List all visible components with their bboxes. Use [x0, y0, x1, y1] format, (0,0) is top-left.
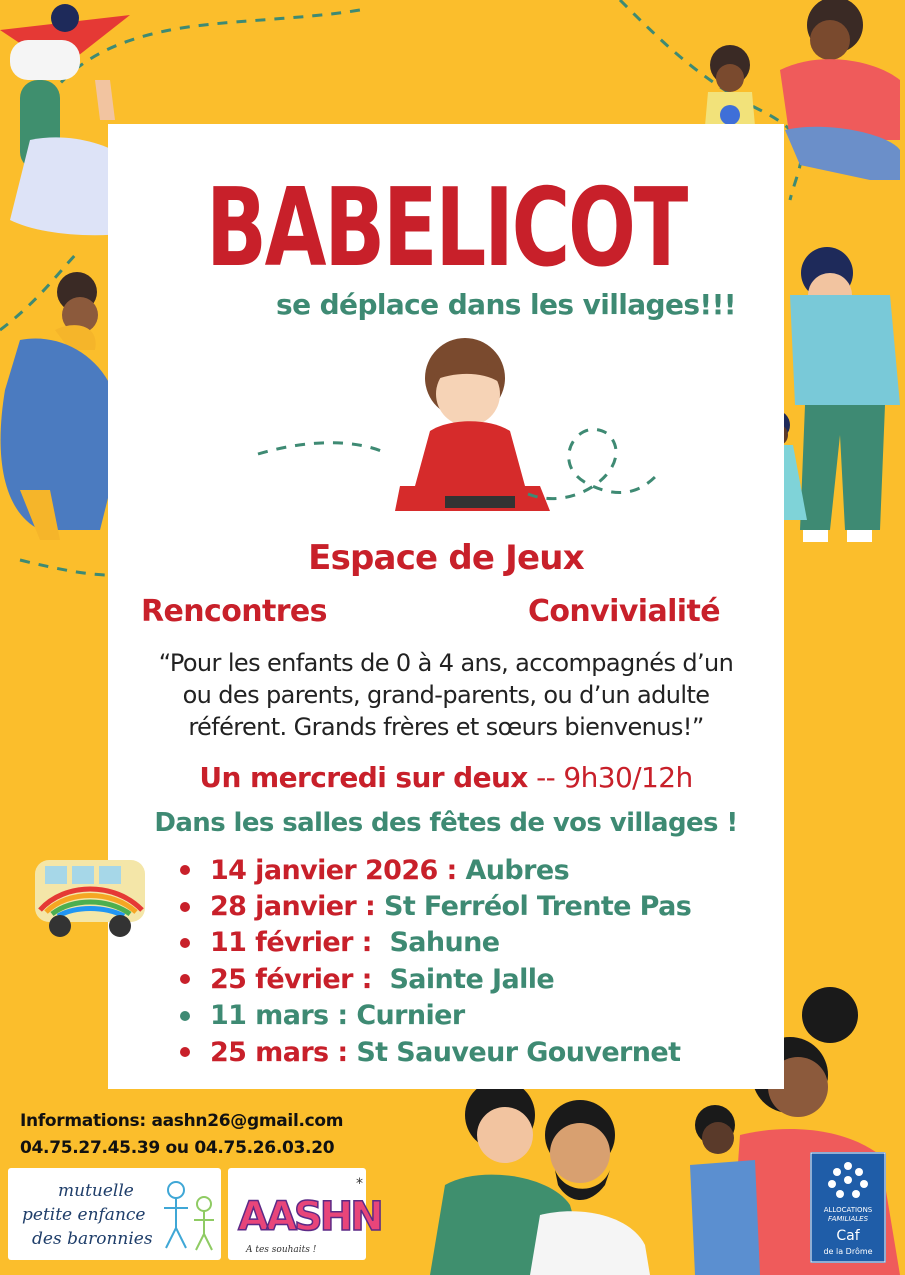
dates-list: [180, 852, 691, 1070]
date-label: 11 mars :: [210, 1000, 348, 1032]
schedule-days: Un mercredi sur deux: [199, 761, 528, 794]
logo-text-line: ALLOCATIONS: [823, 1206, 873, 1214]
logo-text-line: mutuelle: [58, 1181, 134, 1201]
village-name: Curnier: [356, 1000, 465, 1032]
bullet-icon: [180, 938, 190, 948]
logo-text-line: FAMILIALES: [827, 1215, 869, 1223]
bullet-icon: [180, 974, 190, 984]
mutuelle-logo: [8, 1168, 221, 1260]
schedule-line: [108, 761, 784, 794]
caf-logo-art: [810, 1152, 886, 1263]
bullet-icon: [180, 865, 190, 875]
date-label: 11 février :: [210, 927, 372, 959]
village-name: Sahune: [389, 927, 500, 959]
caf-logo: [810, 1152, 886, 1263]
contact-email-line[interactable]: Informations: aashn26@gmail.com: [20, 1111, 344, 1131]
date-label: 28 janvier :: [210, 891, 376, 923]
logo-text-line: des baronnies: [32, 1229, 153, 1249]
bullet-icon: [180, 1011, 190, 1021]
tag-right: Convivialité: [528, 594, 720, 629]
aashn-logo: [228, 1168, 381, 1260]
poster-card: [108, 124, 784, 1089]
list-item: [180, 925, 691, 961]
village-name: St Sauveur Gouvernet: [356, 1036, 681, 1068]
list-item: [180, 888, 691, 924]
bullet-icon: [180, 902, 190, 912]
description-line-2: ou des parents, grand-parents, ou d’un adulte: [182, 681, 710, 709]
village-name: St Ferréol Trente Pas: [383, 891, 692, 923]
village-name: Sainte Jalle: [389, 963, 555, 995]
date-label: 14 janvier 2026 :: [210, 854, 457, 886]
father-and-son-illustration: [430, 1075, 650, 1275]
list-item: [180, 852, 691, 888]
aashn-logo-art: [228, 1168, 381, 1260]
list-item: [180, 998, 691, 1034]
schedule-separator: --: [527, 761, 564, 794]
location-note: Dans les salles des fêtes de vos villages !: [154, 808, 738, 838]
bullet-icon: [180, 1047, 190, 1057]
logo-text: AASHN: [238, 1194, 381, 1240]
logo-text-line: de la Drôme: [823, 1247, 873, 1256]
poster-subtitle: se déplace dans les villages!!!: [276, 288, 736, 321]
list-item: [180, 961, 691, 997]
contact-phone-line[interactable]: 04.75.27.45.39 ou 04.75.26.03.20: [20, 1138, 335, 1158]
description-line-3: référent. Grands frères et sœurs bienvenus!”: [188, 713, 704, 741]
schedule-hours: 9h30/12h: [563, 761, 693, 794]
rainbow-van-icon: [30, 852, 150, 942]
dashed-trail-decoration: [248, 424, 668, 544]
tag-left: Rencontres: [141, 594, 327, 629]
date-label: 25 mars :: [210, 1036, 348, 1068]
contact-info: [20, 1108, 343, 1162]
headline: Espace de Jeux: [308, 538, 584, 578]
svg-text:*: *: [356, 1176, 363, 1192]
date-label: 25 février :: [210, 963, 372, 995]
list-item: [180, 1034, 691, 1070]
logo-tagline: A tes souhaits !: [246, 1245, 317, 1255]
mutuelle-logo-art: [8, 1168, 221, 1260]
description-line-1: “Pour les enfants de 0 à 4 ans, accompagnés d’un: [158, 649, 734, 677]
village-name: Aubres: [465, 854, 570, 886]
poster-title: BABELICOT: [205, 166, 687, 291]
logo-text-line: Caf: [836, 1228, 860, 1244]
logo-text-line: petite enfance: [22, 1205, 146, 1225]
